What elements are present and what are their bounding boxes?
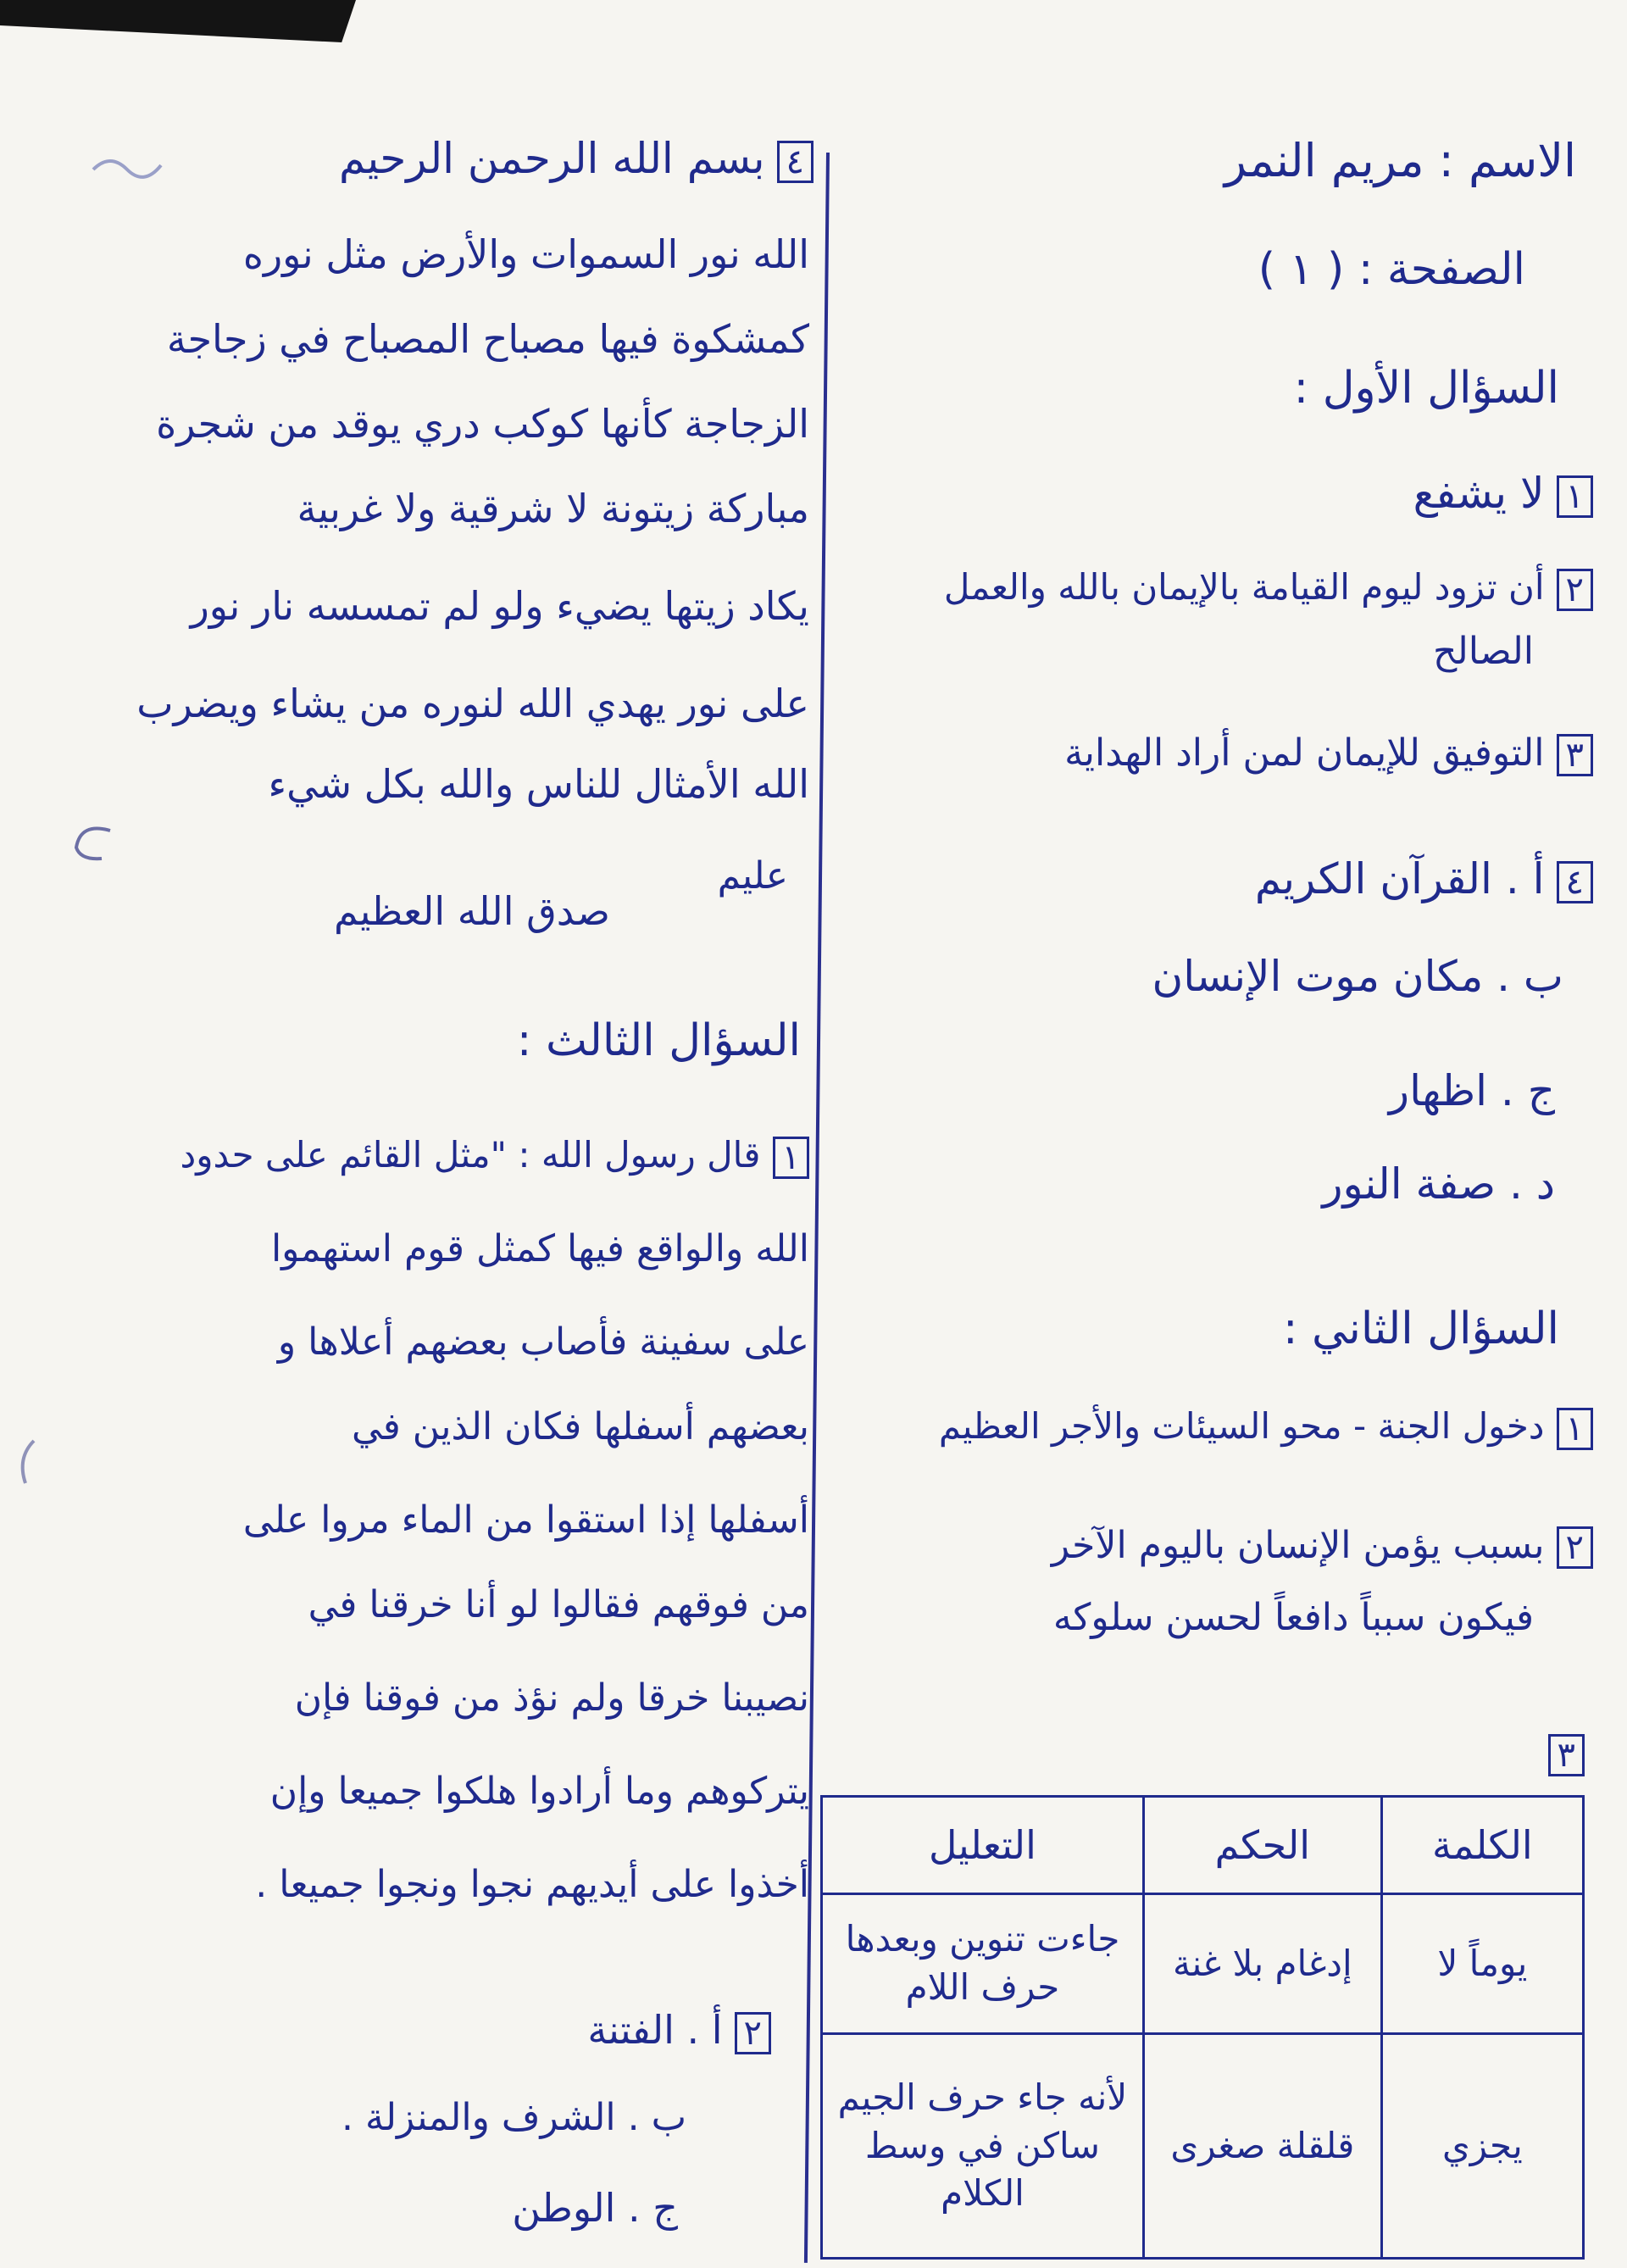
cell-word: يوماً لا — [1381, 1894, 1583, 2034]
basmala-line — [339, 136, 814, 183]
q2-item-2 — [1052, 1526, 1593, 1569]
tajweed-table — [820, 1795, 1585, 2260]
answer-text: أ . الفتنة — [587, 2007, 723, 2053]
q1-heading: السؤال الأول : — [1293, 363, 1559, 414]
hadith-line-5: أسفلها إذا استقوا من الماء مروا على — [242, 1498, 809, 1542]
q1-item-2 — [944, 568, 1593, 611]
cell-ruling: إدغام بلا غنة — [1143, 1894, 1381, 2034]
verse-line-8: عليم — [717, 854, 788, 898]
verse-closing: صدق الله العظيم — [333, 888, 610, 934]
cell-ruling: قلقلة صغرى — [1143, 2034, 1381, 2259]
hadith-line-6: من فوقهم فقالوا لو أنا خرقنا في — [308, 1583, 809, 1626]
q3-part2-b: ب . الشرف والمنزلة . — [342, 2096, 686, 2139]
dark-corner-shadow — [0, 0, 356, 42]
cell-reason: جاءت تنوين وبعدها حرف اللام — [822, 1894, 1144, 2034]
verse-line-3: الزجاجة كأنها كوكب دري يوقد من شجرة — [156, 401, 809, 447]
q1-item-4a — [1255, 856, 1593, 903]
hadith-line-7: نصيبنا خرقا ولم نؤذ من فوقنا فإن — [294, 1676, 809, 1720]
verse-line-5: يكاد زيتها يضيء ولو لم تمسسه نار نور — [190, 583, 809, 629]
verse-line-7: الله الأمثال للناس والله بكل شيء — [268, 761, 809, 807]
hadith-line-1 — [180, 1136, 809, 1179]
q1-item-2-cont: الصالح — [1432, 630, 1534, 673]
answer-text: دخول الجنة - محو السيئات والأجر العظيم — [938, 1405, 1545, 1447]
q3-box-label — [1536, 1729, 1585, 1776]
answer-text: لا يشفع — [1413, 469, 1545, 518]
circle-mark — [64, 818, 123, 869]
scribble-mark — [85, 144, 178, 195]
q2-heading: السؤال الثاني : — [1283, 1304, 1559, 1354]
margin-mark — [8, 1432, 42, 1492]
cell-reason: لأنه جاء حرف الجيم ساكن في وسط الكلام — [822, 2034, 1144, 2259]
q1-item-4d: د . صفة النور — [1322, 1159, 1555, 1209]
item-number-box: ٢ — [1557, 1526, 1593, 1569]
item-number-box: ١ — [773, 1137, 809, 1179]
hadith-line-4: بعضهم أسفلها فكان الذين في — [352, 1405, 809, 1448]
item-number-box: ١ — [1557, 1408, 1593, 1450]
item-number-box: ٣ — [1557, 734, 1593, 776]
hadith-line-2: الله والواقع فيها كمثل قوم استهموا — [270, 1227, 809, 1270]
answer-text: بسبب يؤمن الإنسان باليوم الآخر — [1051, 1524, 1545, 1567]
item-number-box: ٤ — [777, 141, 814, 183]
item-number-box: ٢ — [735, 2012, 771, 2054]
verse-line-6: على نور يهدي الله لنوره من يشاء ويضرب — [136, 681, 809, 726]
table-header-row — [822, 1797, 1584, 1894]
item-number-box: ١ — [1557, 475, 1593, 518]
table-row — [822, 1894, 1584, 2034]
q3-heading: السؤال الثالث : — [516, 1015, 801, 1066]
hadith-text: قال رسول الله : "مثل القائم على حدود — [180, 1134, 761, 1176]
answer-text: أ . القرآن الكريم — [1254, 854, 1545, 903]
page-number: الصفحة : ( ١ ) — [1258, 244, 1525, 295]
answer-text: التوفيق للإيمان لمن أراد الهداية — [1064, 731, 1545, 775]
header-reason: التعليل — [822, 1797, 1144, 1894]
q1-item-4b: ب . مكان موت الإنسان — [1152, 952, 1563, 1001]
hadith-line-3: على سفينة فأصاب بعضهم أعلاها و — [277, 1320, 809, 1364]
item-number-box: ٣ — [1548, 1734, 1585, 1776]
q1-item-3 — [1064, 733, 1593, 776]
header-word: الكلمة — [1381, 1797, 1583, 1894]
item-number-box: ٢ — [1557, 569, 1593, 611]
q2-item-1 — [939, 1407, 1593, 1450]
q1-item-4c: ج . اظهار — [1388, 1066, 1555, 1115]
q3-part2-a — [587, 2009, 771, 2054]
hadith-line-9: أخذوا على أيديهم نجوا ونجوا جميعا . — [255, 1863, 809, 1906]
verse-line-4: مباركة زيتونة لا شرقية ولا غربية — [297, 486, 809, 531]
basmala-text: بسم الله الرحمن الرحيم — [338, 134, 765, 183]
cell-word: يجزي — [1381, 2034, 1583, 2259]
table-row — [822, 2034, 1584, 2259]
q2-item-2-cont: فيكون سبباً دافعاً لحسن سلوكه — [1052, 1596, 1534, 1639]
header-ruling: الحكم — [1143, 1797, 1381, 1894]
q3-part2-c: ج . الوطن — [512, 2185, 678, 2231]
q1-item-1 — [1413, 470, 1593, 518]
item-number-box: ٤ — [1557, 861, 1593, 903]
student-name: الاسم : مريم النمر — [1224, 134, 1576, 187]
verse-line-1: الله نور السموات والأرض مثل نوره — [242, 231, 809, 277]
answer-text: أن تزود ليوم القيامة بالإيمان بالله والعمل — [943, 566, 1545, 608]
hadith-line-8: يتركوهم وما أرادوا هلكوا جميعا وإن — [269, 1770, 809, 1813]
verse-line-2: كمشكوة فيها مصباح المصباح في زجاجة — [166, 316, 809, 362]
